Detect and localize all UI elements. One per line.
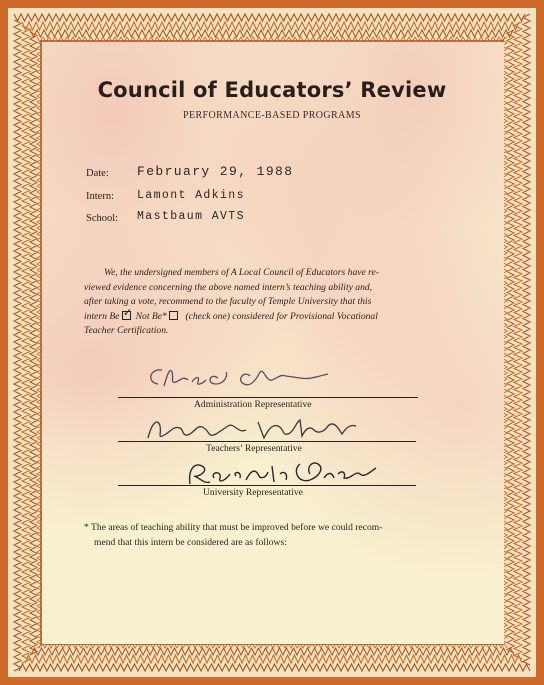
statement-line: after taking a vote, recommend to the faculty of Temple University that this bbox=[84, 296, 372, 307]
not-be-text: Not Be* bbox=[135, 310, 167, 322]
university-signature-line bbox=[118, 485, 416, 486]
footnote-line: * The areas of teaching ability that must be improved before we could recom- bbox=[84, 522, 383, 533]
date-value: February 29, 1988 bbox=[137, 164, 294, 179]
check-mark-icon: ✓ bbox=[122, 305, 133, 319]
school-label: School: bbox=[86, 213, 119, 224]
check-one-text: (check one) considered for Provisional Vocational bbox=[185, 310, 378, 322]
recommendation-statement bbox=[84, 266, 456, 339]
intern-value: Lamont Adkins bbox=[137, 189, 245, 202]
statement-line: Teacher Certification. bbox=[84, 325, 169, 336]
certificate-paper bbox=[42, 42, 504, 644]
school-value: Mastbaum AVTS bbox=[137, 210, 245, 223]
not-be-checkbox[interactable] bbox=[169, 311, 178, 320]
footnote bbox=[84, 520, 454, 550]
admin-rep-label: Administration Representative bbox=[194, 399, 312, 410]
certificate-title: Council of Educators’ Review bbox=[97, 78, 447, 102]
teachers-rep-label: Teachers’ Representative bbox=[206, 443, 302, 454]
statement-line bbox=[84, 305, 456, 325]
university-rep-label: University Representative bbox=[203, 487, 303, 498]
statement-line: viewed evidence concerning the above named intern’s teaching ability and, bbox=[84, 281, 373, 293]
intern-be-text: intern Be bbox=[84, 310, 120, 322]
date-label: Date: bbox=[86, 168, 109, 179]
admin-signature bbox=[140, 362, 350, 400]
intern-label: Intern: bbox=[86, 191, 114, 202]
statement-line: We, the undersigned members of A Local Council of Educators have re- bbox=[104, 267, 379, 278]
teachers-signature-line bbox=[118, 441, 416, 442]
admin-signature-line bbox=[118, 397, 418, 398]
be-checkbox[interactable] bbox=[122, 305, 133, 320]
footnote-line: mend that this intern be considered are as follows: bbox=[94, 537, 287, 548]
certificate-subtitle: PERFORMANCE-BASED PROGRAMS bbox=[183, 110, 361, 121]
